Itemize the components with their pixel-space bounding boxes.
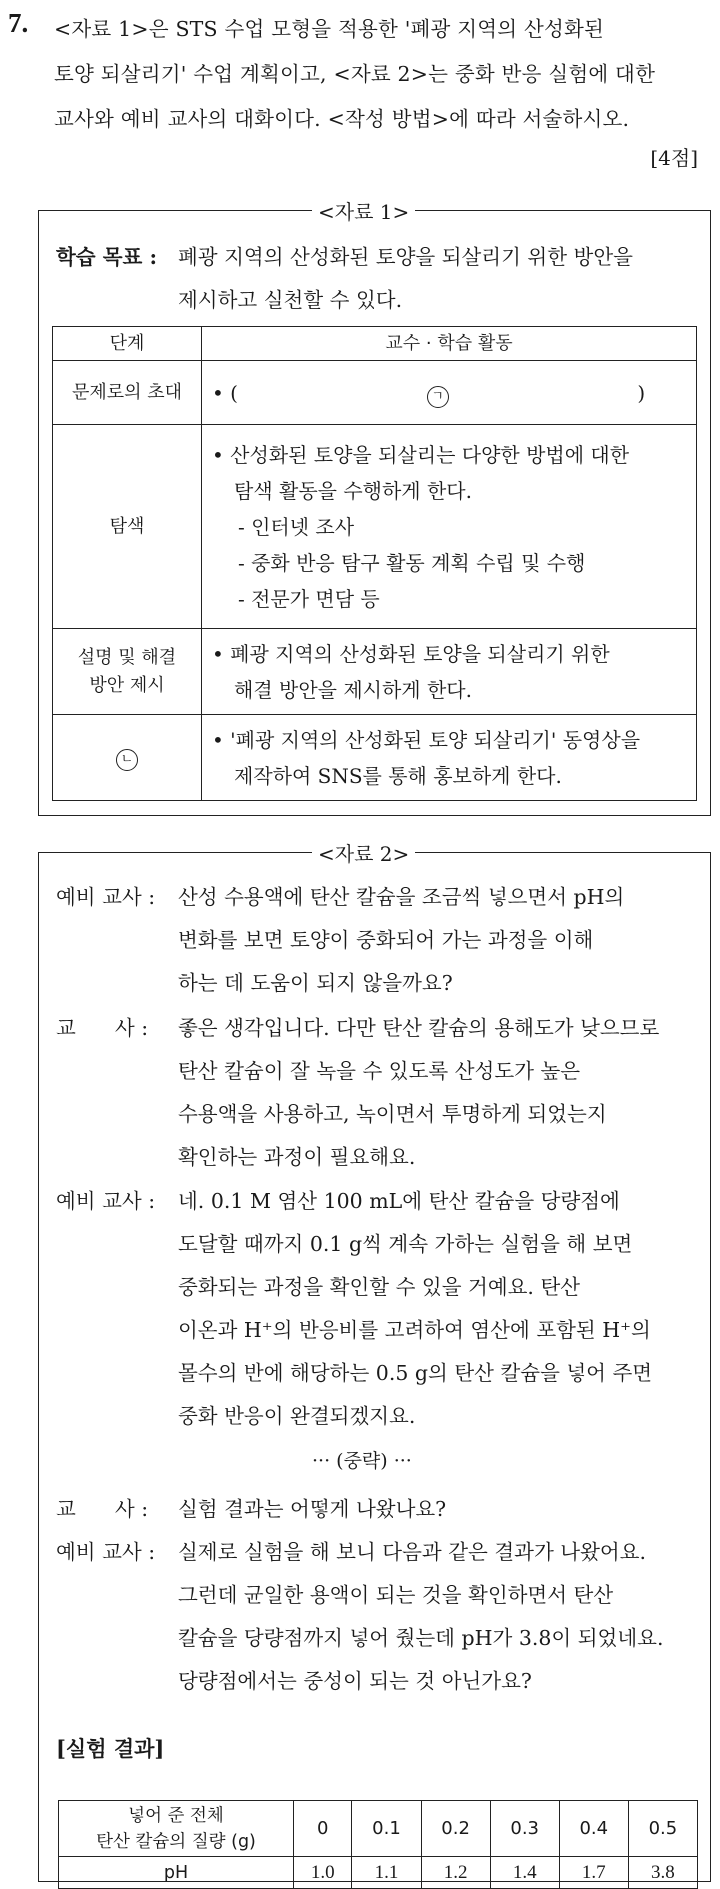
result-table [58,1800,698,1889]
stage-explanation-line-2: 방안 제시 [89,674,165,696]
mass-label-line-1: 넣어 준 전체 [128,1805,224,1826]
mass-cell: 0.2 [421,1801,490,1857]
exploration-line-3: - 인터넷 조사 [238,514,355,539]
plan-row-action [53,715,697,801]
omission-marker: ··· (중략) ··· [312,1450,412,1472]
plan-header-row [53,327,697,361]
activity-exploration [202,425,697,629]
stage-invitation: 문제로의 초대 [53,361,202,425]
mass-cell: 0 [294,1801,352,1857]
dialogue-1-line-1: 산성 수용액에 탄산 칼슘을 조금씩 넣으면서 pH의 [178,885,625,909]
activity-action [202,715,697,801]
mass-cell: 0.3 [490,1801,559,1857]
stage-exploration: 탐색 [53,425,202,629]
explanation-line-1: • 폐광 지역의 산성화된 토양을 되살리기 위한 [212,641,610,666]
dialogue-2-line-3: 수용액을 사용하고, 녹이면서 투명하게 되었는지 [178,1102,607,1126]
dialogue-5-line-4: 당량점에서는 중성이 되는 것 아닌가요? [178,1669,532,1693]
stage-explanation [53,629,202,715]
activity-invitation [202,361,697,425]
dialogue-3-line-2: 도달할 때까지 0.1 g씩 계속 가하는 실험을 해 보면 [178,1232,633,1256]
action-line-2: 제작하여 SNS를 통해 홍보하게 한다. [234,763,562,788]
blank-mark-giyeok: ㄱ [427,386,449,408]
dialogue-3-line-3: 중화되는 과정을 확인할 수 있을 거예요. 탄산 [178,1275,581,1299]
exploration-line-1: • 산성화된 토양을 되살리는 다양한 방법에 대한 [212,442,630,467]
mass-cell: 0.5 [628,1801,697,1857]
question-line-3: 교사와 예비 교사의 대화이다. <작성 방법>에 따라 서술하시오. [54,107,630,131]
ph-cell: 1.1 [352,1857,421,1889]
stage-action [53,715,202,801]
dialogue-3-line-1: 네. 0.1 M 염산 100 mL에 탄산 칼슘을 당량점에 [178,1189,620,1213]
plan-row-invitation [53,361,697,425]
exploration-line-2: 탐색 활동을 수행하게 한다. [234,478,472,503]
ph-cell: 1.7 [559,1857,628,1889]
goal-line-2: 제시하고 실천할 수 있다. [178,288,403,312]
mass-label-line-2: 탄산 칼슘의 질량 (g) [96,1831,256,1852]
exploration-line-4: - 중화 반응 탐구 활동 계획 수립 및 수행 [238,550,586,575]
mass-cell: 0.4 [559,1801,628,1857]
dialogue-3-line-6: 중화 반응이 완결되겠지요. [178,1404,416,1428]
action-line-1: • '폐광 지역의 산성화된 토양 되살리기' 동영상을 [212,727,641,752]
mass-row-label [59,1801,294,1857]
speaker-preservice-1: 예비 교사 : [56,885,156,909]
blank-close: ) [637,380,646,405]
dialogue-1-line-3: 하는 데 도움이 되지 않을까요? [178,971,453,995]
ph-row-label: pH [59,1857,294,1889]
dialogue-5-line-3: 칼슘을 당량점까지 넣어 줬는데 pH가 3.8이 되었네요. [178,1626,664,1650]
dialogue-5-line-1: 실제로 실험을 해 보니 다음과 같은 결과가 나왔어요. [178,1540,646,1564]
goal-label: 학습 목표 : [56,245,158,269]
plan-header-stage: 단계 [53,327,202,361]
dialogue-2-line-1: 좋은 생각입니다. 다만 탄산 칼슘의 용해도가 낮으므로 [178,1016,660,1040]
dialogue-1-line-2: 변화를 보면 토양이 중화되어 가는 과정을 이해 [178,928,594,952]
ph-cell: 1.2 [421,1857,490,1889]
material1-title: <자료 1> [312,196,415,225]
dialogue-5-line-2: 그런데 균일한 용액이 되는 것을 확인하면서 탄산 [178,1583,614,1607]
dialogue-4-line-1: 실험 결과는 어떻게 나왔나요? [178,1497,447,1521]
material2-title: <자료 2> [312,838,415,867]
speaker-teacher-2: 교 사 : [56,1497,149,1521]
exploration-line-5: - 전문가 면담 등 [238,586,380,611]
ph-cell: 1.4 [490,1857,559,1889]
dialogue-2-line-4: 확인하는 과정이 필요해요. [178,1145,416,1169]
ph-cell: 1.0 [294,1857,352,1889]
mass-cell: 0.1 [352,1801,421,1857]
question-number: 7. [8,8,29,38]
speaker-preservice-3: 예비 교사 : [56,1540,156,1564]
explanation-line-2: 해결 방안을 제시하게 한다. [234,677,472,702]
speaker-preservice-2: 예비 교사 : [56,1189,156,1213]
stage-explanation-line-1: 설명 및 해결 [77,646,177,668]
speaker-teacher-1: 교 사 : [56,1016,149,1040]
plan-row-exploration [53,425,697,629]
lesson-plan-table [52,326,697,801]
plan-row-explanation [53,629,697,715]
result-title: [실험 결과] [56,1736,165,1761]
activity-explanation [202,629,697,715]
result-mass-row [59,1801,698,1857]
question-line-1: <자료 1>은 STS 수업 모형을 적용한 '폐광 지역의 산성화된 [54,17,604,41]
plan-header-activity: 교수 · 학습 활동 [202,327,697,361]
question-line-2: 토양 되살리기' 수업 계획이고, <자료 2>는 중화 반응 실험에 대한 [54,62,656,86]
result-ph-row [59,1857,698,1889]
dialogue-3-line-4: 이온과 H⁺의 반응비를 고려하여 염산에 포함된 H⁺의 [178,1318,651,1342]
stage-mark-nieun: ㄴ [116,749,138,771]
blank-open: • ( [212,380,238,405]
dialogue-3-line-5: 몰수의 반에 해당하는 0.5 g의 탄산 칼슘을 넣어 주면 [178,1361,653,1385]
points-label: [4점] [650,146,698,170]
dialogue-2-line-2: 탄산 칼슘이 잘 녹을 수 있도록 산성도가 높은 [178,1059,581,1083]
ph-cell: 3.8 [628,1857,697,1889]
goal-line-1: 폐광 지역의 산성화된 토양을 되살리기 위한 방안을 [178,245,633,269]
